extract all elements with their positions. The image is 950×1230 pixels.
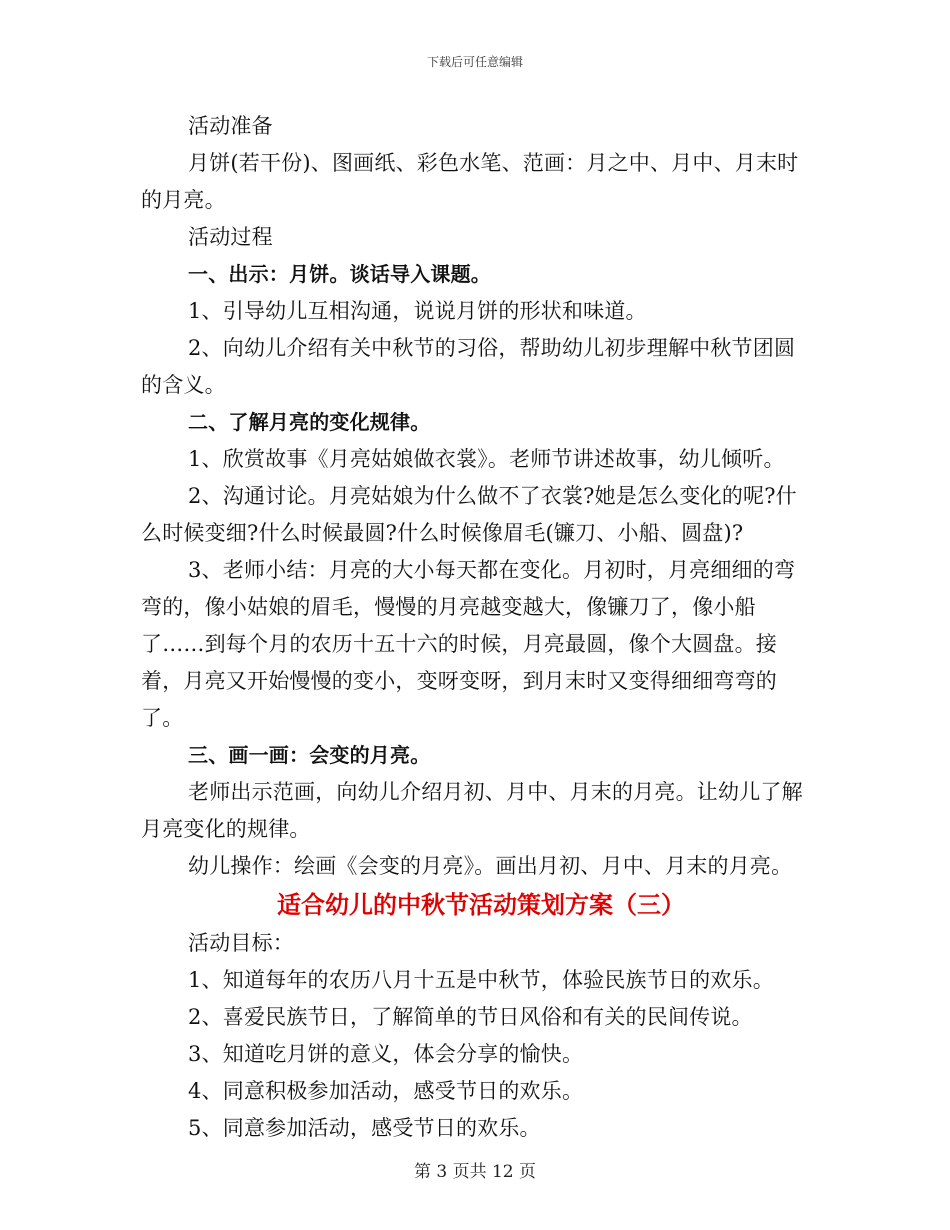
paragraph: 活动准备 [188, 114, 273, 138]
paragraph: 月饼(若干份)、图画纸、彩色水笔、范画：月之中、月中、月末时的月亮。 [141, 151, 799, 212]
paragraph: 活动过程 [188, 225, 273, 249]
paragraph: 3、知道吃月饼的意义，体会分享的愉快。 [188, 1042, 584, 1066]
section-heading: 三、画一画：会变的月亮。 [188, 743, 431, 767]
paragraph: 2、向幼儿介绍有关中秋节的习俗，帮助幼儿初步理解中秋节团圆的含义。 [141, 336, 796, 397]
paragraph: 老师出示范画，向幼儿介绍月初、月中、月末的月亮。让幼儿了解月亮变化的规律。 [141, 780, 803, 841]
paragraph: 幼儿操作：绘画《会变的月亮》。画出月初、月中、月末的月亮。 [188, 854, 793, 878]
section-heading: 一、出示：月饼。谈话导入课题。 [188, 262, 491, 286]
page-header: 下载后可任意编辑 [426, 55, 523, 69]
document-body [141, 108, 811, 1147]
paragraph: 5、同意参加活动，感受节日的欢乐。 [188, 1116, 541, 1140]
paragraph: 1、引导幼儿互相沟通，说说月饼的形状和味道。 [188, 299, 647, 323]
section-heading: 二、了解月亮的变化规律。 [188, 410, 431, 434]
paragraph: 4、同意积极参加活动，感受节日的欢乐。 [188, 1079, 584, 1103]
section-activity-process [141, 108, 811, 885]
section-activity-goals [141, 925, 811, 1147]
paragraph: 2、喜爱民族节日，了解简单的节日风俗和有关的民间传说。 [188, 1005, 753, 1029]
paragraph: 活动目标： [188, 931, 294, 955]
paragraph: 3、老师小结：月亮的大小每天都在变化。月初时，月亮细细的弯弯的，像小姑娘的眉毛，慢慢的月亮越变越大，像镰刀了，像小船了……到每个月的农历十五十六的时候，月亮最圆，像个大圆盘。接着，月亮又开始慢慢的变小，变呀变呀，到月末时又变得细细弯弯的了。 [141, 558, 796, 730]
paragraph: 2、沟通讨论。月亮姑娘为什么做不了衣裳?她是怎么变化的呢?什么时候变细?什么时候最圆?什么时候像眉毛(镰刀、小船、圆盘)? [141, 484, 797, 545]
section-title: 适合幼儿的中秋节活动策划方案（三） [277, 891, 685, 919]
page-footer: 第 3 页共 12 页 [413, 1162, 537, 1182]
paragraph: 1、欣赏故事《月亮姑娘做衣裳》。老师节讲述故事，幼儿倾听。 [188, 447, 785, 471]
paragraph: 1、知道每年的农历八月十五是中秋节，体验民族节日的欢乐。 [188, 968, 774, 992]
